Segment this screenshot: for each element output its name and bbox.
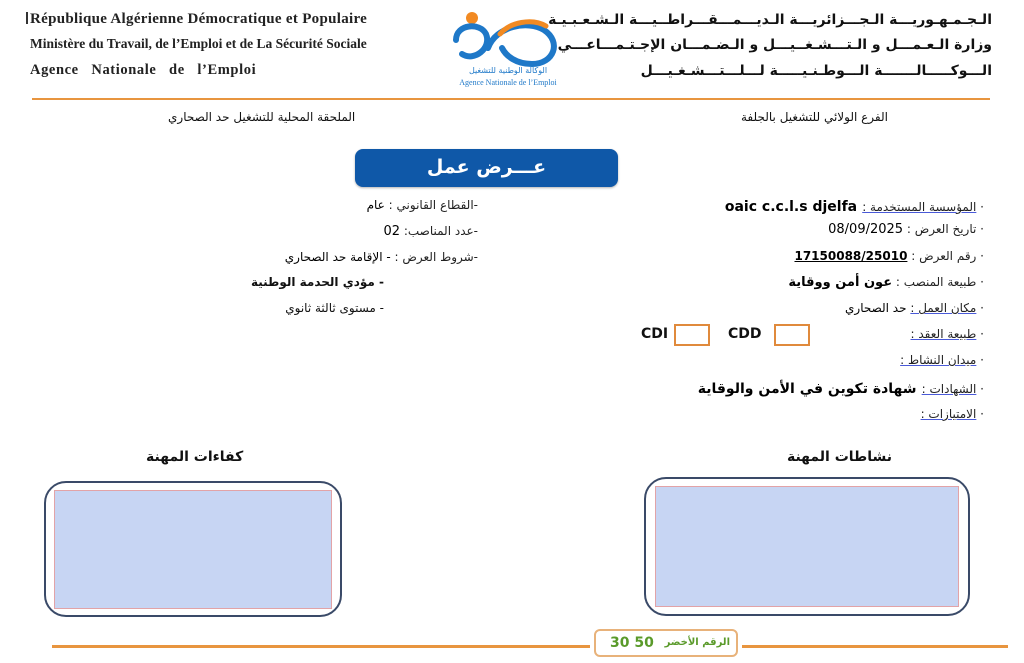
field-certificates-label: · الشهادات :	[921, 382, 984, 396]
field-contract	[911, 327, 984, 341]
field-legal-sector-label: -القطاع القانوني :	[388, 198, 478, 212]
branch-right: الفرع الولائي للتشغيل بالجلفة	[741, 110, 888, 124]
cdi-checkbox[interactable]	[674, 324, 710, 346]
document-title-text: عـــرض عمل	[426, 156, 547, 178]
field-posts-count-label: -عدد المناصب:	[403, 224, 478, 238]
activities-heading: نشاطات المهنة	[786, 449, 892, 465]
field-employer	[725, 196, 984, 215]
field-workplace-label: · مكان العمل :	[910, 301, 984, 315]
header-fr-republic: République Algérienne Démocratique et Populaire	[30, 11, 368, 27]
competences-panel	[44, 481, 342, 617]
field-conditions-label: -شروط العرض :	[394, 250, 478, 264]
field-conditions-3: - مستوى ثالثة ثانوي	[285, 301, 384, 315]
field-workplace	[845, 301, 984, 315]
field-conditions-1: - الإقامة حد الصحاري	[284, 250, 391, 264]
header-divider	[32, 98, 990, 100]
field-activity-domain-label: · ميدان النشاط :	[900, 353, 984, 367]
field-workplace-value: حد الصحاري	[845, 301, 907, 315]
field-offer-number	[794, 249, 984, 263]
field-benefits-label: · الامتيازات :	[920, 407, 984, 421]
field-activity-domain	[900, 353, 984, 367]
field-posts-count	[383, 224, 478, 239]
field-employer-label: · المؤسسة المستخدمة :	[862, 200, 984, 214]
header-ar-agency: الـــوكـــــالـــــــة الـــوطـنـيـــــة لـــلـــتـــشـغـيـــل	[640, 63, 992, 79]
field-contract-label: · طبيعة العقد :	[910, 327, 984, 341]
competences-textarea[interactable]	[54, 490, 332, 609]
field-certificates-value: شهادة تكوين في الأمن والوقاية	[697, 381, 917, 397]
field-legal-sector	[367, 198, 478, 212]
field-benefits	[921, 407, 984, 421]
green-number-badge	[594, 629, 738, 657]
field-position-label: · طبيعة المنصب :	[895, 275, 984, 289]
header-ar-ministry: وزارة الـعـمـــل و الـتـــشـغــيـــل و الـضـمـــان الإجـتـمـــاعـــي	[557, 37, 992, 53]
header-fr-agency: Agence Nationale de l’Emploi	[30, 62, 257, 78]
field-certificates	[698, 378, 984, 397]
header-ar	[548, 8, 992, 84]
cdi-label: CDI	[641, 326, 669, 342]
activities-panel	[644, 477, 970, 616]
footer-rule-right	[742, 645, 1008, 648]
green-number-value: 30 50	[610, 635, 654, 651]
header-ar-republic: الـجـمـهـوريـــة الـجـــزائريـــة الـديـــمـــقـــراطــيـــة الـشـعـبـيـة	[548, 12, 992, 28]
logo-fr-text: Agence Nationale de l’Emploi	[459, 78, 557, 87]
field-date	[828, 222, 984, 237]
header-fr	[30, 8, 367, 83]
field-position	[788, 275, 984, 290]
field-date-label: · تاريخ العرض :	[906, 222, 984, 236]
header-fr-marker	[26, 12, 28, 24]
field-legal-sector-value: عام	[366, 198, 385, 212]
field-offer-number-value: 17150088/25010	[794, 249, 908, 263]
activities-textarea[interactable]	[655, 486, 959, 607]
cdd-label: CDD	[728, 326, 762, 342]
footer-rule-left	[52, 645, 590, 648]
field-employer-value: oaic c.c.l.s djelfa	[724, 199, 858, 215]
logo-ar-text: الوكالة الوطنية للتشغيل	[468, 66, 548, 75]
field-conditions	[285, 250, 478, 264]
field-posts-count-value: 02	[383, 224, 400, 239]
field-position-value: عون أمن ووقاية	[788, 275, 893, 290]
document-title	[355, 149, 618, 187]
cdd-checkbox[interactable]	[774, 324, 810, 346]
green-number-label: الرقم الأخضر	[664, 637, 730, 648]
field-offer-number-label: · رقم العرض :	[911, 249, 984, 263]
field-date-value: 08/09/2025	[828, 222, 904, 237]
branch-left: الملحقة المحلية للتشغيل حد الصحاري	[168, 110, 356, 124]
field-conditions-2: - مؤدي الحدمة الوطنية	[250, 275, 384, 289]
header-fr-ministry: Ministère du Travail, de l’Emploi et de La Sécurité Sociale	[30, 36, 367, 51]
competences-heading: كفاءات المهنة	[146, 449, 244, 465]
